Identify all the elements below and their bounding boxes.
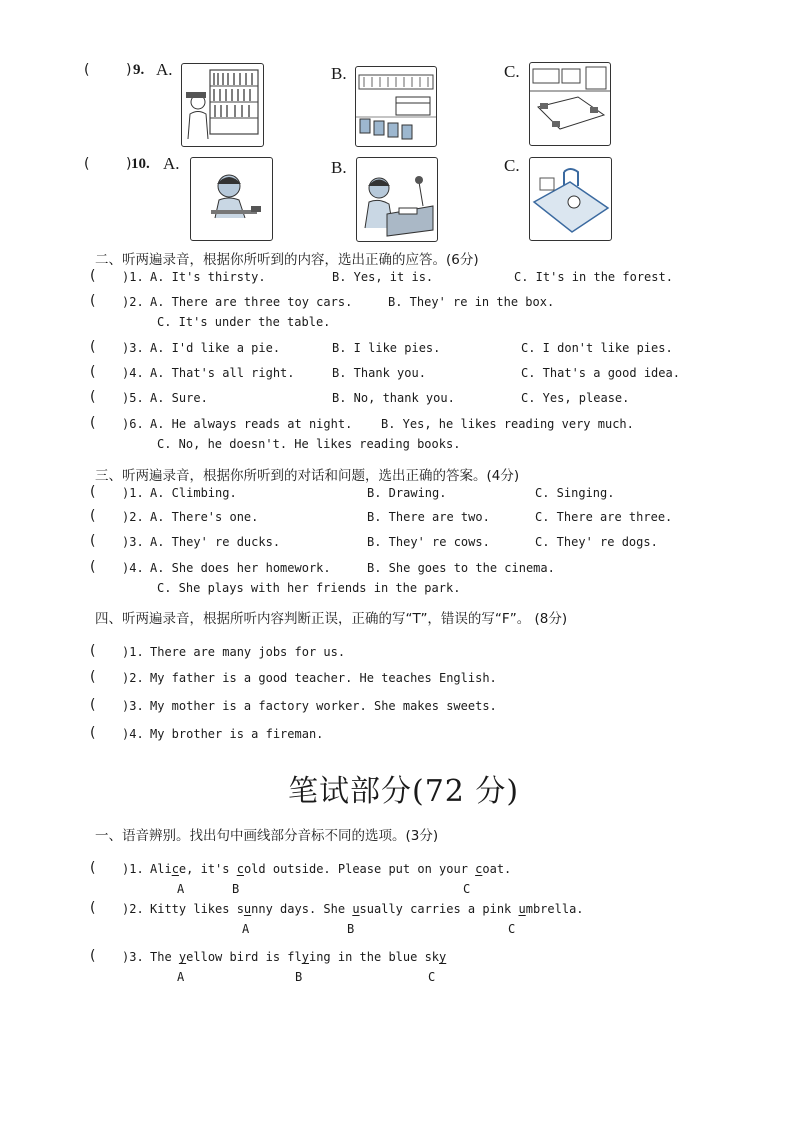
item-number: )3.	[122, 535, 144, 549]
answer-paren[interactable]: (	[90, 900, 96, 916]
answer-paren[interactable]: (	[90, 559, 96, 575]
answer-paren[interactable]: (	[90, 364, 96, 380]
section-heading: 二、听两遍录音，根据你所听到的内容，选出正确的应答。(6分)	[95, 252, 479, 268]
question-number: 10.	[131, 156, 150, 172]
answer-paren[interactable]: (	[90, 484, 96, 500]
answer-paren[interactable]: (	[90, 669, 96, 685]
label-b: B	[347, 922, 355, 936]
label-a: A	[242, 922, 250, 936]
option-c[interactable]: C. It's under the table.	[157, 315, 331, 329]
answer-paren[interactable]: (	[90, 860, 96, 876]
library-picture[interactable]	[181, 63, 264, 147]
boy-writing-picture[interactable]	[190, 157, 273, 241]
underlined-letter: c	[236, 862, 244, 876]
option-a[interactable]: A. It's thirsty.	[150, 270, 266, 284]
option-c[interactable]: C. I don't like pies.	[521, 341, 673, 355]
label-b: B	[232, 882, 240, 896]
option-c[interactable]: C. Yes, please.	[521, 391, 630, 405]
section-heading: 三、听两遍录音，根据你所听到的对话和问题，选出正确的答案。(4分)	[95, 468, 520, 484]
answer-paren-close: )	[126, 62, 132, 78]
answer-paren[interactable]: (	[90, 389, 96, 405]
option-c[interactable]: C. That's a good idea.	[521, 366, 680, 380]
underlined-letter: y	[301, 950, 309, 964]
answer-paren[interactable]: (	[90, 339, 96, 355]
option-b[interactable]: B. I like pies.	[332, 341, 441, 355]
sentence: Alice, it's cold outside. Please put on your coat.	[150, 862, 512, 876]
option-c[interactable]: C. No, he doesn't. He likes reading books.	[157, 437, 461, 451]
sentence: The yellow bird is flying in the blue sky	[150, 950, 447, 964]
option-c[interactable]: C. Singing.	[535, 486, 615, 500]
option-a[interactable]: A. Sure.	[150, 391, 208, 405]
option-c[interactable]: C. It's in the forest.	[514, 270, 673, 284]
item-number: )6.	[122, 417, 144, 431]
answer-paren[interactable]: (	[90, 293, 96, 309]
item-number: )2.	[122, 671, 144, 685]
question-number: 9.	[133, 62, 145, 78]
option-c[interactable]: C. She plays with her friends in the park.	[157, 581, 461, 595]
answer-paren[interactable]: (	[90, 508, 96, 524]
section-heading: 四、听两遍录音，根据所听内容判断正误，正确的写“T”，错误的写“F”。 (8分)	[95, 611, 568, 627]
option-a[interactable]: A. Climbing.	[150, 486, 237, 500]
underlined-letter: c	[171, 862, 179, 876]
underlined-letter: u	[352, 902, 360, 916]
option-b[interactable]: B. No, thank you.	[332, 391, 455, 405]
label-c: C	[428, 970, 436, 984]
item-number: )4.	[122, 727, 144, 741]
option-c[interactable]: C. There are three.	[535, 510, 673, 524]
answer-paren[interactable]: (	[90, 268, 96, 284]
label-a: A	[177, 882, 185, 896]
option-a[interactable]: A. They' re ducks.	[150, 535, 281, 549]
answer-paren[interactable]: (	[90, 725, 96, 741]
boy-in-bed-picture[interactable]	[529, 157, 612, 241]
item-number: )3.	[122, 699, 144, 713]
option-b[interactable]: B. She goes to the cinema.	[367, 561, 555, 575]
option-a[interactable]: A. She does her homework.	[150, 561, 331, 575]
statement: My father is a good teacher. He teaches English.	[150, 671, 497, 685]
sentence: Kitty likes sunny days. She usually carries a pink umbrella.	[150, 902, 584, 916]
option-a[interactable]: A. There's one.	[150, 510, 259, 524]
option-b[interactable]: B. Thank you.	[332, 366, 426, 380]
option-label-c: C.	[504, 62, 520, 81]
label-c: C	[463, 882, 471, 896]
answer-paren-open[interactable]: (	[84, 156, 90, 172]
option-label-a: A.	[156, 60, 173, 79]
answer-paren[interactable]: (	[90, 643, 96, 659]
statement: There are many jobs for us.	[150, 645, 346, 659]
boy-reading-desk-picture[interactable]	[356, 157, 438, 242]
option-b[interactable]: B. Drawing.	[367, 486, 447, 500]
option-a[interactable]: A. That's all right.	[150, 366, 295, 380]
music-room-picture[interactable]	[355, 66, 437, 147]
section-heading: 一、语音辨别。找出句中画线部分音标不同的选项。(3分)	[95, 828, 439, 844]
option-label-b: B.	[331, 64, 347, 83]
underlined-letter: y	[178, 950, 187, 964]
item-number: )1.	[122, 862, 144, 876]
statement: My mother is a factory worker. She makes sweets.	[150, 699, 497, 713]
option-b[interactable]: B. They' re in the box.	[388, 295, 555, 309]
label-a: A	[177, 970, 185, 984]
option-b[interactable]: B. Yes, it is.	[332, 270, 434, 284]
item-number: )2.	[122, 510, 144, 524]
answer-paren[interactable]: (	[90, 697, 96, 713]
item-number: )1.	[122, 270, 144, 284]
option-b[interactable]: B. They' re cows.	[367, 535, 490, 549]
underlined-letter: u	[243, 902, 252, 916]
item-number: )3.	[122, 950, 144, 964]
option-label-a: A.	[163, 154, 180, 173]
statement: My brother is a fireman.	[150, 727, 324, 741]
item-number: )2.	[122, 902, 144, 916]
item-number: )4.	[122, 366, 144, 380]
underlined-letter: u	[518, 902, 526, 916]
option-b[interactable]: B. There are two.	[367, 510, 490, 524]
item-number: )4.	[122, 561, 144, 575]
label-c: C	[508, 922, 516, 936]
item-number: )5.	[122, 391, 144, 405]
answer-paren-open[interactable]: (	[84, 62, 90, 78]
option-a[interactable]: A. I'd like a pie.	[150, 341, 281, 355]
option-c[interactable]: C. They' re dogs.	[535, 535, 658, 549]
part-title: 笔试部分(72 分)	[288, 774, 520, 809]
answer-paren[interactable]: (	[90, 415, 96, 431]
label-b: B	[295, 970, 303, 984]
option-a[interactable]: A. There are three toy cars.	[150, 295, 353, 309]
answer-paren[interactable]: (	[90, 948, 96, 964]
answer-paren[interactable]: (	[90, 533, 96, 549]
underlined-letter: c	[475, 862, 483, 876]
option-label-b: B.	[331, 158, 347, 177]
answer-paren-close: )	[126, 156, 132, 172]
item-number: )2.	[122, 295, 144, 309]
underlined-letter: y	[439, 950, 447, 964]
item-number: )1.	[122, 645, 144, 659]
item-number: )1.	[122, 486, 144, 500]
item-number: )3.	[122, 341, 144, 355]
option-a[interactable]: A. He always reads at night.	[150, 417, 353, 431]
option-b[interactable]: B. Yes, he likes reading very much.	[381, 417, 634, 431]
option-label-c: C.	[504, 156, 520, 175]
classroom-picture[interactable]	[529, 62, 611, 146]
